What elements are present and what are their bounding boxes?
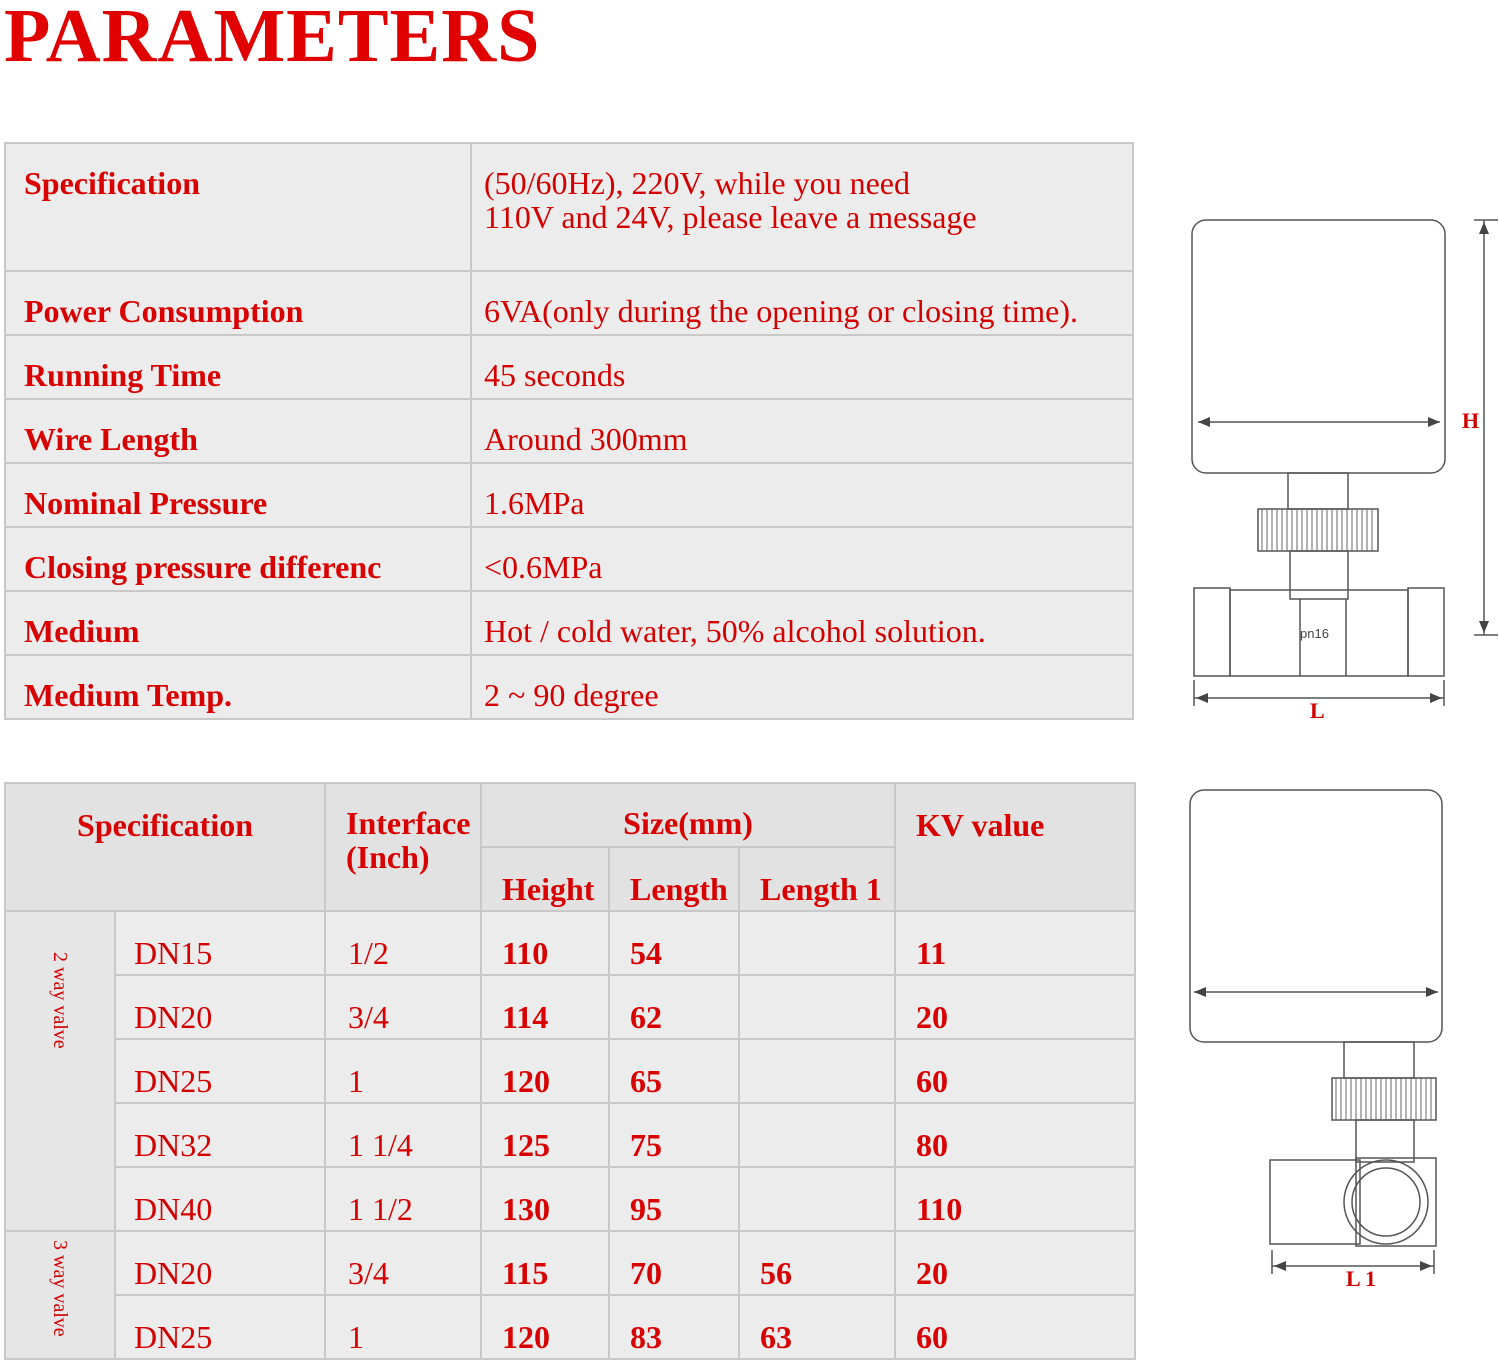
- height-cell: 120: [481, 1295, 609, 1359]
- group-label-3-way: 3 way valve: [5, 1231, 115, 1359]
- kv-cell: 80: [895, 1103, 1135, 1167]
- param-key: Medium: [5, 591, 471, 655]
- length-cell: 54: [609, 911, 739, 975]
- spec-cell: DN40: [115, 1167, 325, 1231]
- page-title: PARAMETERS: [4, 0, 541, 78]
- table-row: [5, 1231, 1135, 1295]
- header-size: Size(mm): [481, 783, 895, 847]
- three-way-valve-drawing: [1180, 780, 1500, 1300]
- spec-cell: DN15: [115, 911, 325, 975]
- param-value: 6VA(only during the opening or closing time).: [471, 271, 1133, 335]
- length-cell: 62: [609, 975, 739, 1039]
- size-table: [4, 782, 1136, 1360]
- length1-cell: [739, 1103, 895, 1167]
- height-cell: 120: [481, 1039, 609, 1103]
- param-key: Medium Temp.: [5, 655, 471, 719]
- param-key: Power Consumption: [5, 271, 471, 335]
- param-row: [5, 527, 1133, 591]
- kv-cell: 60: [895, 1295, 1135, 1359]
- group-label-2-way: 2 way valve: [5, 911, 115, 1231]
- param-value: Around 300mm: [471, 399, 1133, 463]
- height-dimension-label: H: [1462, 408, 1480, 433]
- table-row: [5, 911, 1135, 975]
- height-cell: 110: [481, 911, 609, 975]
- param-value: <0.6MPa: [471, 527, 1133, 591]
- kv-cell: 60: [895, 1039, 1135, 1103]
- kv-cell: 20: [895, 975, 1135, 1039]
- parameters-table: [4, 142, 1134, 720]
- length1-cell: 63: [739, 1295, 895, 1359]
- length1-cell: [739, 975, 895, 1039]
- length1-cell: [739, 911, 895, 975]
- two-way-valve-drawing: [1180, 210, 1500, 730]
- header-height: Height: [481, 847, 609, 911]
- param-row: [5, 399, 1133, 463]
- kv-cell: 11: [895, 911, 1135, 975]
- spec-cell: DN20: [115, 975, 325, 1039]
- param-row: [5, 143, 1133, 271]
- length-cell: 83: [609, 1295, 739, 1359]
- valve-body-mark: pn16: [1300, 626, 1329, 641]
- length-cell: 95: [609, 1167, 739, 1231]
- interface-cell: 1 1/4: [325, 1103, 481, 1167]
- table-row: [5, 975, 1135, 1039]
- param-value: 1.6MPa: [471, 463, 1133, 527]
- param-value: 45 seconds: [471, 335, 1133, 399]
- interface-cell: 1 1/2: [325, 1167, 481, 1231]
- kv-cell: 110: [895, 1167, 1135, 1231]
- spec-cell: DN25: [115, 1039, 325, 1103]
- length1-cell: [739, 1167, 895, 1231]
- length-dimension-label: L: [1310, 698, 1325, 723]
- param-key: Running Time: [5, 335, 471, 399]
- length1-cell: [739, 1039, 895, 1103]
- kv-cell: 20: [895, 1231, 1135, 1295]
- height-cell: 130: [481, 1167, 609, 1231]
- header-length-1: Length 1: [739, 847, 895, 911]
- param-row: [5, 335, 1133, 399]
- spec-cell: DN25: [115, 1295, 325, 1359]
- header-length: Length: [609, 847, 739, 911]
- interface-cell: 1: [325, 1039, 481, 1103]
- length1-cell: 56: [739, 1231, 895, 1295]
- length-1-dimension-label: L 1: [1346, 1266, 1376, 1291]
- header-specification: Specification: [5, 783, 325, 911]
- param-row: [5, 591, 1133, 655]
- table-row: [5, 1167, 1135, 1231]
- interface-cell: 3/4: [325, 975, 481, 1039]
- param-key: Closing pressure differenc: [5, 527, 471, 591]
- interface-cell: 3/4: [325, 1231, 481, 1295]
- param-value: Hot / cold water, 50% alcohol solution.: [471, 591, 1133, 655]
- param-row: [5, 463, 1133, 527]
- table-row: [5, 1295, 1135, 1359]
- interface-cell: 1: [325, 1295, 481, 1359]
- param-key: Wire Length: [5, 399, 471, 463]
- height-cell: 114: [481, 975, 609, 1039]
- two-way-valve-diagram: [1180, 210, 1500, 730]
- height-cell: 125: [481, 1103, 609, 1167]
- length-cell: 75: [609, 1103, 739, 1167]
- header-interface: Interface (Inch): [325, 783, 481, 911]
- param-value: 2 ~ 90 degree: [471, 655, 1133, 719]
- table-row: [5, 1039, 1135, 1103]
- param-key: Specification: [5, 143, 471, 271]
- length-cell: 65: [609, 1039, 739, 1103]
- param-row: [5, 271, 1133, 335]
- height-cell: 115: [481, 1231, 609, 1295]
- spec-cell: DN32: [115, 1103, 325, 1167]
- spec-cell: DN20: [115, 1231, 325, 1295]
- param-row: [5, 655, 1133, 719]
- three-way-valve-diagram: [1180, 780, 1500, 1300]
- table-row: [5, 1103, 1135, 1167]
- length-cell: 70: [609, 1231, 739, 1295]
- param-key: Nominal Pressure: [5, 463, 471, 527]
- header-kv: KV value: [895, 783, 1135, 911]
- interface-cell: 1/2: [325, 911, 481, 975]
- param-value: (50/60Hz), 220V, while you need 110V and 24V, please leave a message: [471, 143, 1133, 271]
